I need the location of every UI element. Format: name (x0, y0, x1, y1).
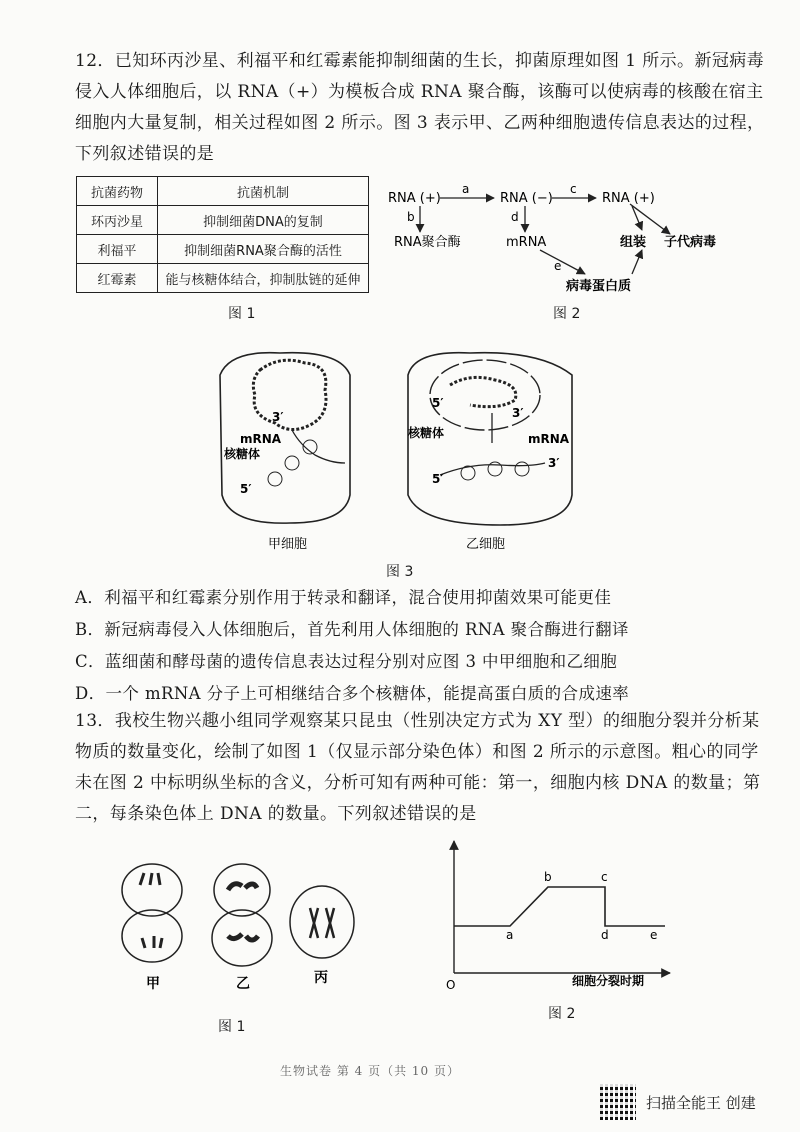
qr-code-icon (600, 1084, 636, 1120)
table-cell: 能与核糖体结合，抑制肽链的延伸 (158, 264, 369, 293)
fig3-caption: 图 3 (386, 564, 414, 580)
fig2-arrow-to-progeny (630, 204, 670, 234)
q13-bing-chromosomes (310, 908, 334, 938)
fig2-arrow-e (540, 250, 585, 274)
fig2-label-b: b (407, 210, 415, 224)
q13-fig1-cell-division (110, 850, 370, 995)
q13-fig2-point-c: c (601, 870, 608, 884)
fig2-mrna: mRNA (506, 235, 547, 250)
q13-fig1-label-yi: 乙 (236, 976, 250, 992)
q13-fig2-point-e: e (650, 928, 658, 942)
fig3-yi-3prime: 3′ (548, 456, 560, 470)
fig2-virus-replication-diagram (380, 178, 760, 298)
fig1-antibiotic-table (76, 176, 369, 293)
fig3-yi-ribosome (461, 466, 475, 480)
fig1-caption: 图 1 (228, 306, 256, 322)
fig2-assembly: 组装 (620, 235, 647, 250)
fig2-progeny-virus: 子代病毒 (664, 235, 717, 250)
table-cell: 红霉素 (77, 264, 158, 293)
fig3-yi-ribosome-label: 核糖体 (408, 426, 445, 440)
table-cell: 抑制细菌RNA聚合酶的活性 (158, 235, 369, 264)
scanner-text: 扫描全能王 创建 (646, 1093, 756, 1112)
scanner-watermark (600, 1084, 756, 1120)
q13-fig1-label-bing: 丙 (314, 970, 328, 986)
q13-fig2-caption: 图 2 (548, 1006, 576, 1022)
option-d: D．一个 mRNA 分子上可相继结合多个核糖体，能提高蛋白质的合成速率 (75, 684, 630, 703)
fig3-gene-expression-diagram (200, 345, 600, 555)
q13-cell-yi-top (214, 864, 270, 916)
fig3-jia-ribosome (268, 472, 282, 486)
q13-fig2-point-a: a (506, 928, 514, 942)
fig2-rna-plus: RNA (+) (388, 191, 441, 206)
fig3-jia-mrna-label: mRNA (240, 432, 282, 446)
fig3-jia-ribosome (285, 456, 299, 470)
fig3-jia-5prime: 5′ (240, 482, 252, 496)
q13-fig2-origin: O (446, 978, 456, 992)
fig2-rna-polymerase: RNA聚合酶 (394, 235, 461, 250)
fig2-label-a: a (462, 182, 470, 196)
table-header-cell: 抗菌机制 (158, 177, 369, 206)
fig3-jia-mrna-strand (292, 430, 345, 463)
fig3-yi-3prime-top: 3′ (512, 406, 524, 420)
fig3-yi-ribosome (515, 462, 529, 476)
option-b: B．新冠病毒侵入人体细胞后，首先利用人体细胞的 RNA 聚合酶进行翻译 (75, 620, 629, 639)
fig2-label-c: c (570, 182, 577, 196)
fig3-yi-dna (450, 377, 516, 406)
q13-cell-yi-bottom (212, 910, 272, 966)
fig2-rna-minus: RNA (−) (500, 191, 553, 206)
option-a: A．利福平和红霉素分别作用于转录和翻译，混合使用抑菌效果可能更佳 (75, 588, 612, 607)
fig3-jia-dna (253, 360, 326, 429)
q13-cell-bing (290, 886, 354, 958)
table-cell: 环丙沙星 (77, 206, 158, 235)
fig3-yi-caption: 乙细胞 (466, 537, 506, 552)
page-footer: 生物试卷 第 4 页（共 10 页） (280, 1064, 460, 1078)
table-row (77, 206, 369, 235)
q13-fig1-label-jia: 甲 (146, 976, 160, 992)
q12-stem: 12．已知环丙沙星、利福平和红霉素能抑制细菌的生长，抑菌原理如图 1 所示。新冠病毒侵入人体细胞后，以 RNA（+）为模板合成 RNA 聚合酶，该酶可以使病毒的核酸在宿主细胞内大量复制，相关过程如图 2 所示。图 3 表示甲、乙两种细胞遗传信息表达的过程，下列叙述错误的是 (75, 51, 765, 164)
table-row (77, 235, 369, 264)
table-row (77, 264, 369, 293)
fig2-arrow-to-assembly (632, 250, 642, 274)
fig2-virus-protein: 病毒蛋白质 (566, 279, 632, 294)
q13-fig2-xlabel: 细胞分裂时期 (572, 974, 645, 988)
fig3-yi-mrna-label: mRNA (528, 432, 570, 446)
option-c: C．蓝细菌和酵母菌的遗传信息表达过程分别对应图 3 中甲细胞和乙细胞 (75, 652, 618, 671)
q13-cell-jia-top (122, 864, 182, 916)
table-cell: 利福平 (77, 235, 158, 264)
q13-fig2-curve (454, 887, 665, 926)
fig3-yi-ribosome (488, 462, 502, 476)
table-header-cell: 抗菌药物 (77, 177, 158, 206)
q13-fig1-caption: 图 1 (218, 1019, 246, 1035)
fig2-label-e: e (554, 259, 562, 273)
fig3-yi-5prime-top: 5′ (432, 396, 444, 410)
q13-cell-jia-bottom (122, 910, 182, 962)
fig2-rna-plus-2: RNA (+) (602, 191, 655, 206)
q13-stem: 13．我校生物兴趣小组同学观察某只昆虫（性别决定方式为 XY 型）的细胞分裂并分析某物质的数量变化，绘制了如图 1（仅显示部分染色体）和图 2 所示的示意图。粗心的同学未在图 2 中标明纵坐标的含义，分析可知有两种可能：第一，细胞内核 DNA 的数量；第二，每条染色体上 DNA 的数量。下列叙述错误的是 (75, 711, 761, 824)
q13-fig2-point-d: d (601, 928, 609, 942)
fig3-jia-ribosome-label: 核糖体 (224, 447, 261, 461)
table-header-row (77, 177, 369, 206)
q13-fig2-point-b: b (544, 870, 552, 884)
q13-fig2-line-chart (440, 835, 680, 995)
fig3-yi-5prime: 5′ (432, 472, 444, 486)
fig3-jia-caption: 甲细胞 (268, 537, 308, 552)
fig2-label-d: d (511, 210, 519, 224)
table-cell: 抑制细菌DNA的复制 (158, 206, 369, 235)
fig3-jia-3prime: 3′ (272, 410, 284, 424)
fig2-caption: 图 2 (553, 306, 581, 322)
